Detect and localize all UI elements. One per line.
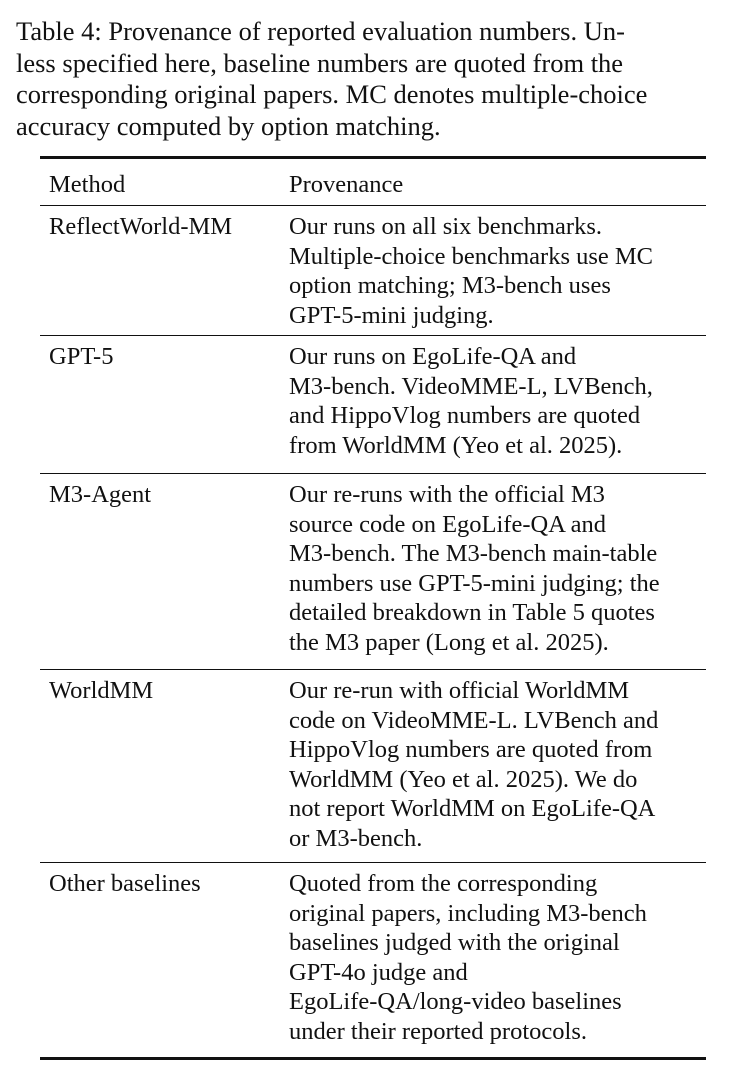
provenance-line: EgoLife-QA/long-video baselines (289, 988, 622, 1015)
provenance-line: or M3-bench. (289, 824, 423, 852)
method-cell: Other baselines (49, 870, 201, 897)
provenance-line: WorldMM (Yeo et al. 2025). We do (289, 765, 638, 793)
provenance-cell (289, 212, 706, 335)
provenance-line: baselines judged with the original (289, 929, 620, 956)
method-cell: GPT-5 (49, 343, 114, 370)
provenance-cell (289, 869, 706, 1057)
header-provenance: Provenance (289, 171, 404, 198)
provenance-line: Our re-run with official WorldMM (289, 677, 630, 704)
provenance-line: Quoted from the corresponding (289, 870, 598, 897)
caption-line: less specified here, baseline numbers are quoted from the (16, 47, 624, 78)
provenance-line: source code on EgoLife-QA and (289, 510, 607, 538)
provenance-line: Our runs on EgoLife-QA and (289, 343, 577, 370)
provenance-line: M3-bench. VideoMME-L, LVBench, (289, 372, 653, 400)
provenance-line: detailed breakdown in Table 5 quotes (289, 599, 655, 626)
caption-line: corresponding original papers. MC denotes multiple-choice (16, 79, 648, 110)
provenance-line: the M3 paper (Long et al. 2025). (289, 628, 609, 656)
provenance-line: Our runs on all six benchmarks. (289, 213, 602, 240)
provenance-line: not report WorldMM on EgoLife-QA (289, 795, 656, 822)
table-header-row (40, 159, 706, 206)
provenance-line: under their reported protocols. (289, 1017, 587, 1045)
provenance-table (40, 156, 706, 1060)
table-row (40, 863, 706, 1057)
provenance-cell (289, 480, 706, 669)
provenance-line: code on VideoMME-L. LVBench and (289, 706, 659, 734)
table-row (40, 474, 706, 670)
table-row (40, 206, 706, 336)
provenance-cell (289, 676, 706, 862)
table-row (40, 670, 706, 863)
provenance-line: Multiple-choice benchmarks use MC (289, 242, 654, 270)
caption-line: accuracy computed by option matching. (16, 111, 441, 142)
provenance-cell (289, 342, 706, 473)
provenance-line: GPT-4o judge and (289, 958, 468, 986)
provenance-line: numbers use GPT-5-mini judging; the (289, 569, 660, 597)
table-row (40, 336, 706, 474)
method-cell: ReflectWorld-MM (49, 213, 233, 240)
method-cell: M3-Agent (49, 481, 152, 508)
provenance-line: M3-bench. The M3-bench main-table (289, 540, 658, 567)
table-caption (16, 16, 729, 143)
header-method: Method (49, 171, 126, 198)
provenance-line: HippoVlog numbers are quoted from (289, 736, 653, 763)
provenance-line: original papers, including M3-bench (289, 899, 647, 927)
provenance-line: option matching; M3-bench uses (289, 272, 611, 299)
provenance-line: and HippoVlog numbers are quoted (289, 402, 641, 429)
method-cell: WorldMM (49, 677, 154, 704)
provenance-line: GPT-5-mini judging. (289, 301, 494, 329)
provenance-line: from WorldMM (Yeo et al. 2025). (289, 431, 623, 459)
provenance-line: Our re-runs with the official M3 (289, 481, 605, 508)
caption-line: Table 4: Provenance of reported evaluation numbers. Un- (16, 16, 625, 46)
